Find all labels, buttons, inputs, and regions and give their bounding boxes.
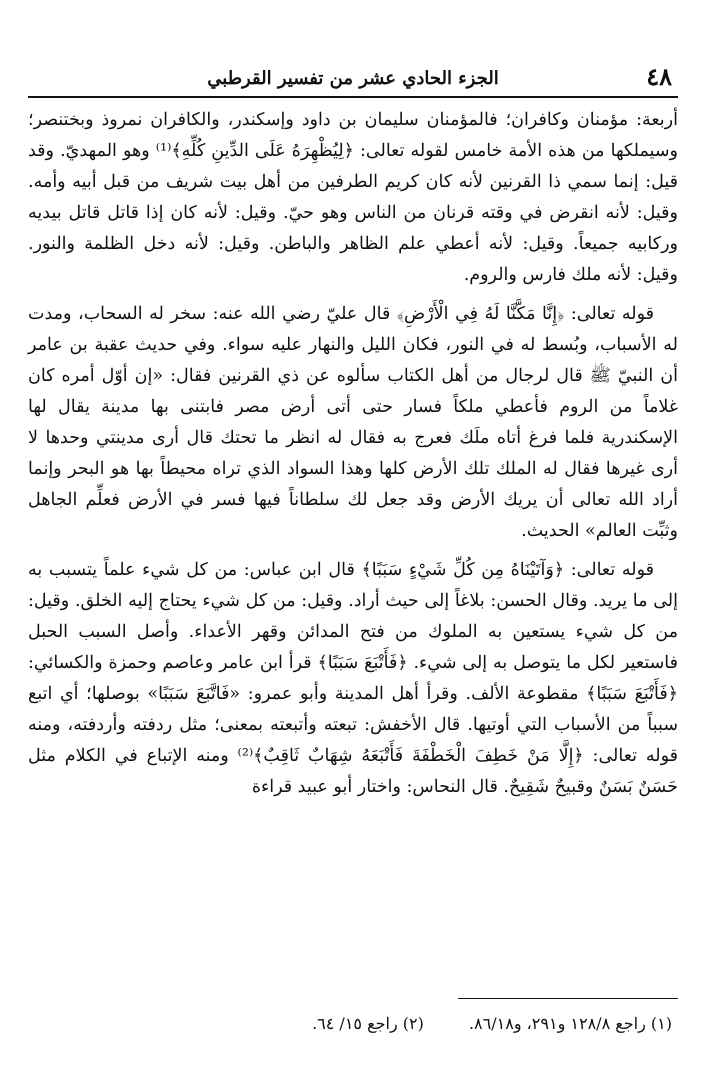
paragraph-makkanna-lahu: قوله تعالى: ﴿إِنَّا مَكَّنَّا لَهُ فِي الْأَرْضِ﴾ قال عليّ رضي الله عنه: سخر له السحاب، ومدت له الأسباب، وبُسط له في النور، فكان الليل والنهار عليه سواء. وفي حديث عقبة بن عامر أن النبيّ ﷺ قال لرجال من أهل الكتاب سألوه عن ذي القرنين فقال: «إن أوّل أمره كان غلاماً من الروم فأعطي ملكاً فسار حتى أتى أرض مصر فابتنى بها مدينة يقال لها الإسكندرية فلما فرغ أتاه ملَك فعرج به فقال له انظر ما تحتك قال أرى مدينتي وحدها لا أرى غيرها فقال له الملك تلك الأرض كلها وهذا السواد الذي تراه محيطاً بها هو البحر وإنما أراد الله تعالى أن يريك الأرض وقد جعل لك سلطاناً فيها فسر في الأرض فعلِّم الجاهل وثبِّت العالم» الحديث. bbox=[28, 304, 678, 541]
paragraph-dhul-qarnayn-naming: أربعة: مؤمنان وكافران؛ فالمؤمنان سليمان بن داود وإسكندر، والكافران نمروذ وبختنصر؛ وسيملكها من هذه الأمة خامس لقوله تعالى: ﴿لِيُظْهِرَهُ عَلَى الدِّينِ كُلِّهِ﴾⁽¹⁾ وهو المهديّ. وقد قيل: إنما سمي ذا القرنين لأنه كان كريم الطرفين من أهل بيت شريف من قبل أبيه وأمه. وقيل: لأنه انقرض في وقته قرنان من الناس وهو حيّ. وقيل: لأنه كان إذا قاتل قاتل بيديه وركابيه جميعاً. وقيل: لأنه أعطي علم الظاهر والباطن. وقيل: لأنه دخل الظلمة والنور. وقيل: لأنه ملك فارس والروم. bbox=[28, 110, 678, 285]
running-title: الجزء الحادي عشر من تفسير القرطبي bbox=[207, 68, 499, 89]
footnote-1: (١) راجع ١٢٨/٨ و٢٩١، و٨٦/١٨. bbox=[468, 1014, 672, 1033]
body-text bbox=[28, 105, 678, 803]
footnote-divider bbox=[458, 998, 678, 999]
footnotes bbox=[40, 1012, 672, 1036]
page-header bbox=[28, 60, 678, 98]
paragraph-wa-ataynahu: قوله تعالى: ﴿وَآتَيْنَاهُ مِن كُلِّ شَيْءٍ سَبَبًا﴾ قال ابن عباس: من كل شيء علماً يتسبب به إلى ما يريد. وقال الحسن: بلاغاً إلى حيث أراد. وقيل: من كل شيء يحتاج إليه الخلق. وقيل: من كل شيء يستعين به الملوك من فتح المدائن وقهر الأعداء. وأصل السبب الحبل فاستعير لكل ما يتوصل به إلى شيء. ﴿فَأَتْبَعَ سَبَبًا﴾ قرأ ابن عامر وعاصم وحمزة والكسائي: ﴿فَأَتْبَعَ سَبَبًا﴾ مقطوعة الألف. وقرأ أهل المدينة وأبو عمرو: «فَاتَّبَعَ سَبَبًا» بوصلها؛ أي اتبع سبباً من الأسباب التي أوتيها. قال الأخفش: تبعته وأتبعته بمعنى؛ مثل ردفته وأردفته، ومنه قوله تعالى: ﴿إِلَّا مَنْ خَطِفَ الْخَطْفَةَ فَأَتْبَعَهُ شِهَابٌ ثَاقِبٌ﴾⁽²⁾ ومنه الإتباع في الكلام مثل حَسَنٌ بَسَنٌ وقبيحٌ شَقِيحٌ. قال النحاس: واختار أبو عبيد قراءة bbox=[28, 560, 678, 797]
page-number: ٤٨ bbox=[646, 62, 672, 91]
footnote-2: (٢) راجع ١٥/ ٦٤. bbox=[312, 1014, 424, 1033]
